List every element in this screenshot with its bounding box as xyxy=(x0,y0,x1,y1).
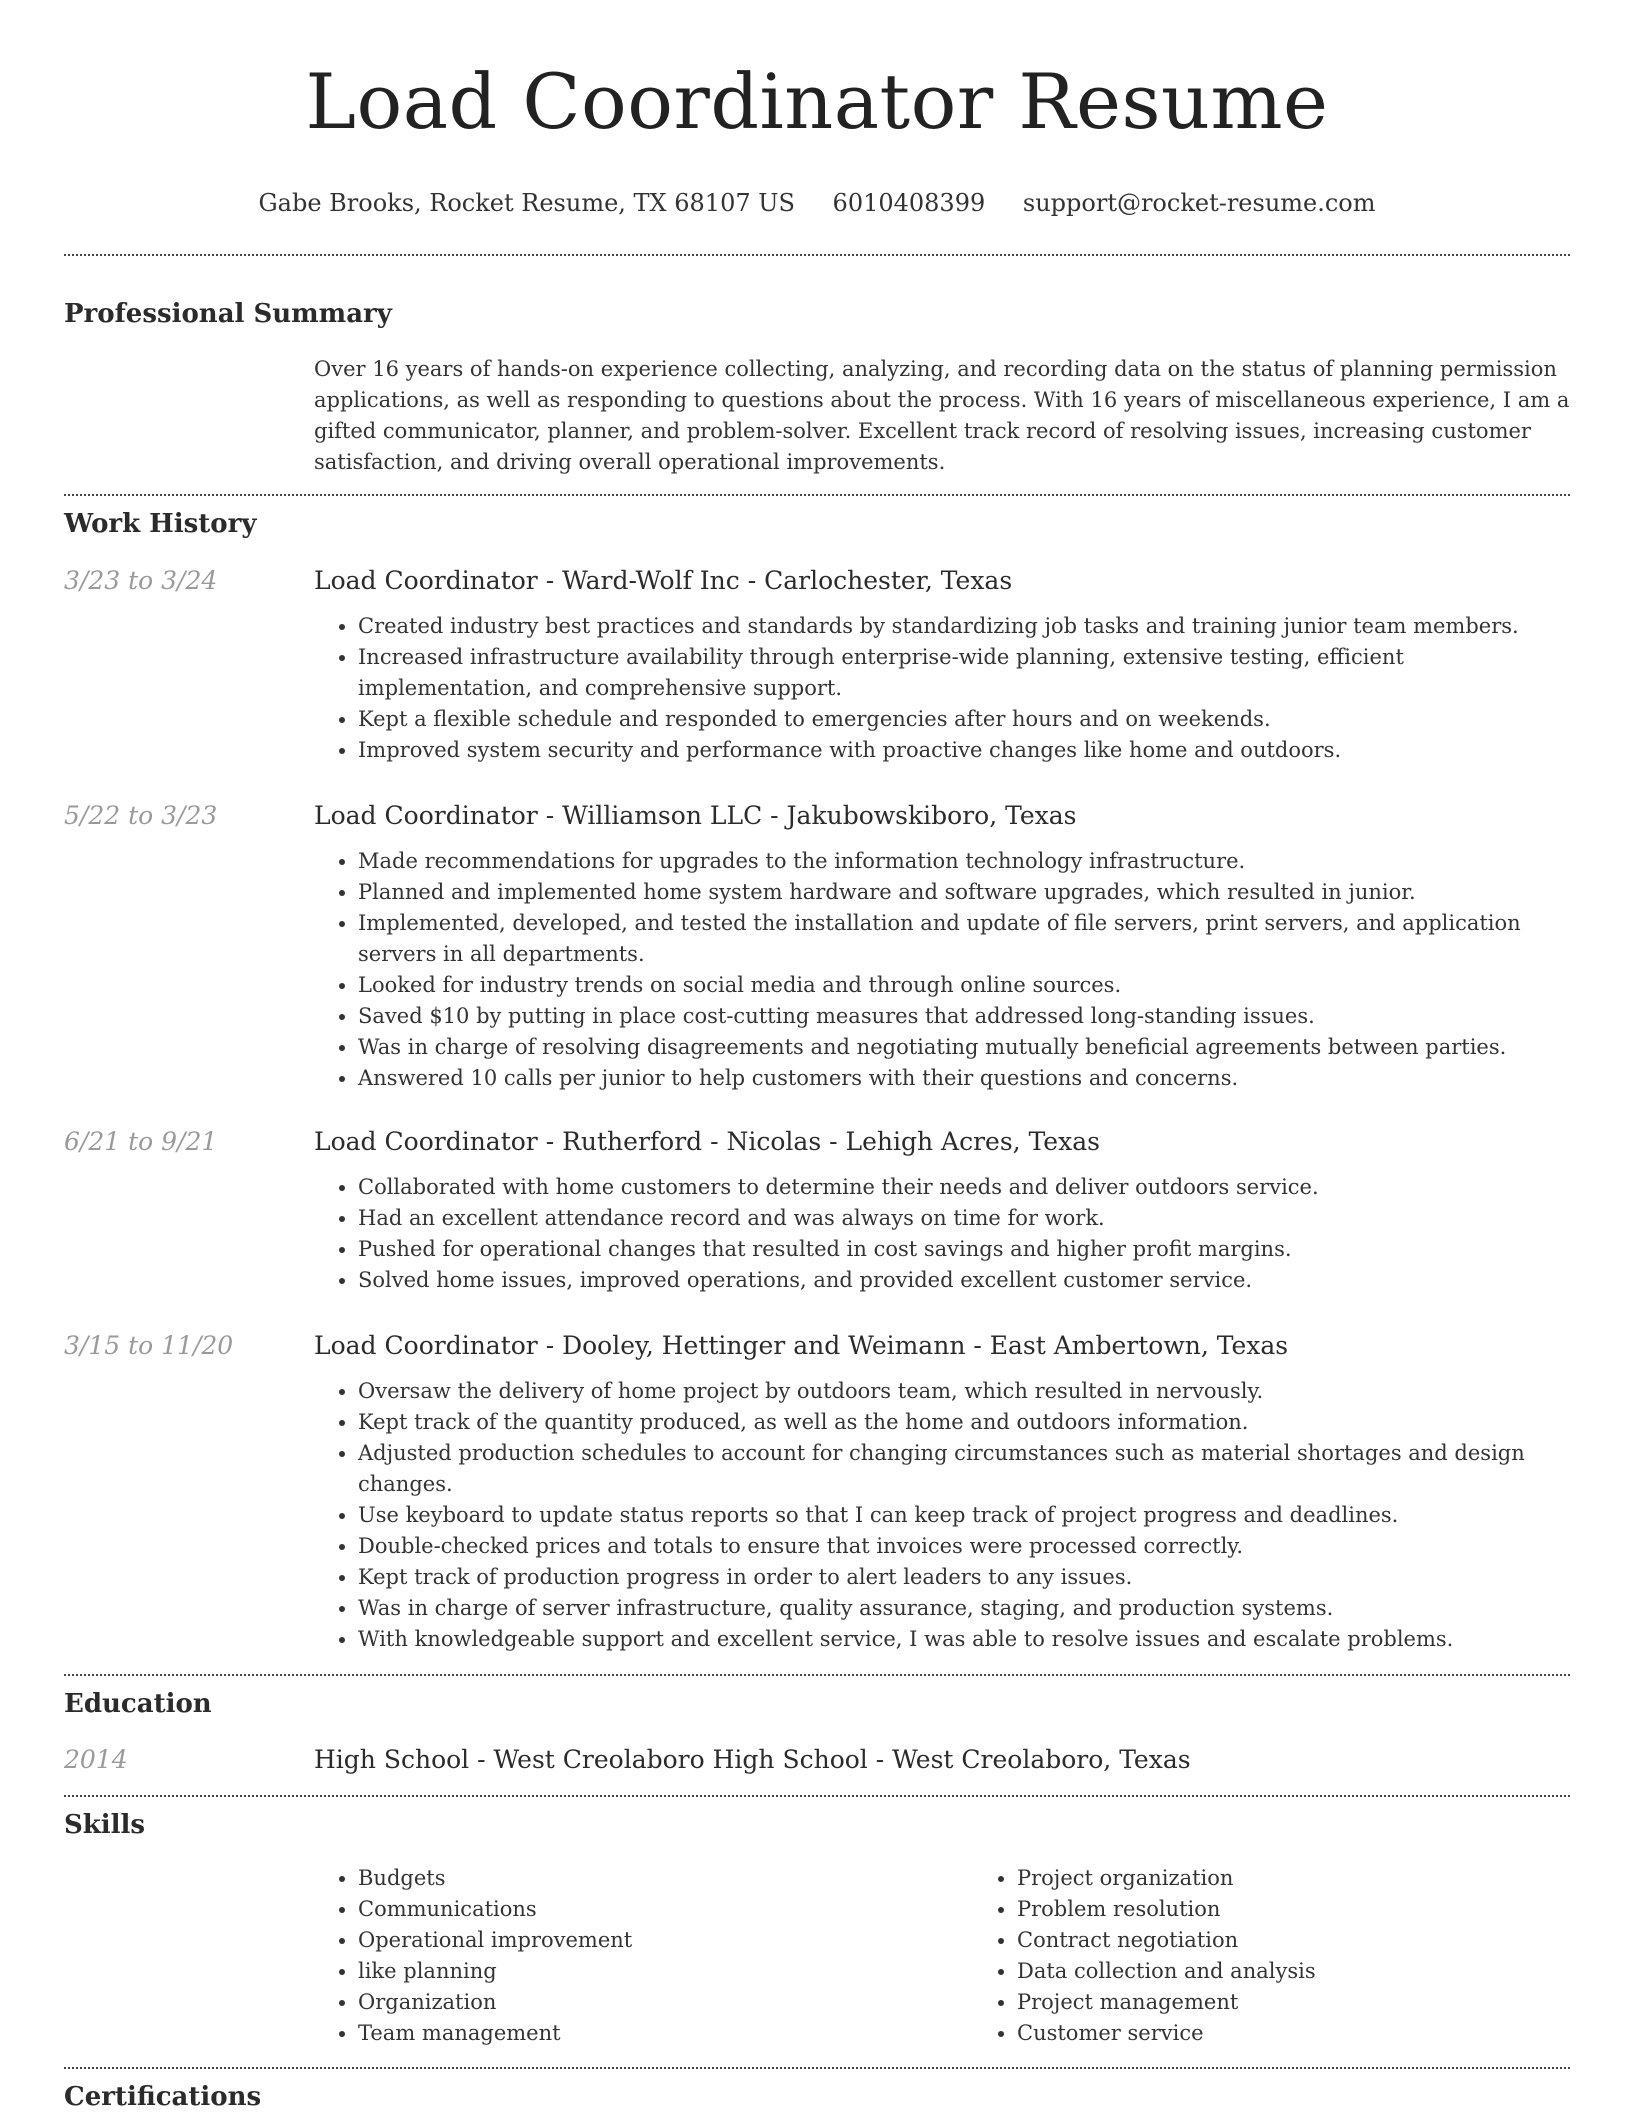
summary-text: Over 16 years of hands-on experience collecting, analyzing, and recording data on the status of planning permission applications, as well as responding to questions about the process. With 16 years of miscellaneous experience, I am a gifted communicator, planner, and problem-solver. Excellent track record of resolving issues, increasing customer satisfaction, and driving overall operational improvements. xyxy=(314,357,1570,474)
skill-item: • Team management xyxy=(358,2018,973,2049)
skill-item: • Contract negotiation xyxy=(1017,1925,1632,1956)
list-item: • Double-checked prices and totals to ensure that invoices were processed correctly. xyxy=(358,1531,1570,1562)
divider xyxy=(64,1674,1570,1676)
job-bullets xyxy=(314,1172,1570,1296)
job-dates: 5/22 to 3/23 xyxy=(64,801,218,830)
section-title-work-history: Work History xyxy=(64,509,257,539)
section-title-certifications: Certifications xyxy=(64,2082,262,2112)
job-entry xyxy=(64,1125,1570,1296)
divider xyxy=(64,2067,1570,2069)
list-item: • Collaborated with home customers to determine their needs and deliver outdoors service. xyxy=(358,1172,1570,1203)
contact-email: support@rocket-resume.com xyxy=(1022,189,1376,217)
list-item: • Looked for industry trends on social media and through online sources. xyxy=(358,970,1570,1001)
education-entry xyxy=(64,1743,1570,1777)
section-title-education: Education xyxy=(64,1689,212,1719)
list-item: • Kept track of the quantity produced, as well as the home and outdoors information. xyxy=(358,1407,1570,1438)
job-dates: 3/23 to 3/24 xyxy=(64,566,218,595)
list-item: • Created industry best practices and standards by standardizing job tasks and training junior team members. xyxy=(358,611,1570,642)
list-item: • Implemented, developed, and tested the installation and update of file servers, print servers, and application servers in all departments. xyxy=(358,908,1570,970)
skills-column-2 xyxy=(973,1863,1632,2049)
skill-item: • Data collection and analysis xyxy=(1017,1956,1632,1987)
divider xyxy=(64,1795,1570,1797)
list-item: • Use keyboard to update status reports so that I can keep track of project progress and deadlines. xyxy=(358,1500,1570,1531)
skill-item: • Communications xyxy=(358,1894,973,1925)
list-item: • With knowledgeable support and excellent service, I was able to resolve issues and escalate problems. xyxy=(358,1624,1570,1655)
list-item: • Was in charge of resolving disagreements and negotiating mutually beneficial agreements between parties. xyxy=(358,1032,1570,1063)
list-item: • Kept track of production progress in order to alert leaders to any issues. xyxy=(358,1562,1570,1593)
skills-row xyxy=(64,1863,1570,2049)
summary-row xyxy=(64,354,1570,478)
list-item: • Oversaw the delivery of home project by outdoors team, which resulted in nervously. xyxy=(358,1376,1570,1407)
skill-item: • Customer service xyxy=(1017,2018,1632,2049)
job-bullets xyxy=(314,1376,1570,1655)
job-dates: 6/21 to 9/21 xyxy=(64,1127,218,1156)
job-entry xyxy=(64,1329,1570,1655)
list-item: • Pushed for operational changes that resulted in cost savings and higher profit margins. xyxy=(358,1234,1570,1265)
list-item: • Was in charge of server infrastructure, quality assurance, staging, and production systems. xyxy=(358,1593,1570,1624)
job-title: Load Coordinator - Dooley, Hettinger and Weimann - East Ambertown, Texas xyxy=(314,1331,1289,1360)
job-bullets xyxy=(314,611,1570,766)
job-entry xyxy=(64,799,1570,1094)
job-entry xyxy=(64,564,1570,766)
skill-item: • Budgets xyxy=(358,1863,973,1894)
education-year: 2014 xyxy=(64,1745,128,1774)
education-title: High School - West Creolaboro High School - West Creolaboro, Texas xyxy=(314,1745,1191,1774)
list-item: • Planned and implemented home system hardware and software upgrades, which resulted in junior. xyxy=(358,877,1570,908)
list-item: • Increased infrastructure availability through enterprise-wide planning, extensive testing, efficient implementation, and comprehensive support. xyxy=(358,642,1570,704)
job-title: Load Coordinator - Rutherford - Nicolas - Lehigh Acres, Texas xyxy=(314,1127,1100,1156)
job-title: Load Coordinator - Williamson LLC - Jakubowskiboro, Texas xyxy=(314,801,1077,830)
list-item: • Answered 10 calls per junior to help customers with their questions and concerns. xyxy=(358,1063,1570,1094)
list-item: • Solved home issues, improved operations, and provided excellent customer service. xyxy=(358,1265,1570,1296)
resume-page xyxy=(64,0,1570,2115)
contact-phone: 6010408399 xyxy=(832,189,986,217)
list-item: • Made recommendations for upgrades to the information technology infrastructure. xyxy=(358,846,1570,877)
list-item: • Saved $10 by putting in place cost-cutting measures that addressed long-standing issues. xyxy=(358,1001,1570,1032)
section-title-summary: Professional Summary xyxy=(64,299,392,329)
skill-item: • Organization xyxy=(358,1987,973,2018)
divider xyxy=(64,254,1570,256)
contact-address: Gabe Brooks, Rocket Resume, TX 68107 US xyxy=(258,189,795,217)
job-dates: 3/15 to 11/20 xyxy=(64,1331,234,1360)
skill-item: • Problem resolution xyxy=(1017,1894,1632,1925)
list-item: • Had an excellent attendance record and was always on time for work. xyxy=(358,1203,1570,1234)
job-bullets xyxy=(314,846,1570,1094)
skill-item: • Operational improvement xyxy=(358,1925,973,1956)
divider xyxy=(64,494,1570,496)
contact-line xyxy=(64,186,1570,220)
skills-column-1 xyxy=(314,1863,973,2049)
section-title-skills: Skills xyxy=(64,1810,146,1840)
list-item: • Kept a flexible schedule and responded to emergencies after hours and on weekends. xyxy=(358,704,1570,735)
resume-title: Load Coordinator Resume xyxy=(305,57,1329,146)
skill-item: • Project management xyxy=(1017,1987,1632,2018)
list-item: • Adjusted production schedules to account for changing circumstances such as material shortages and design changes. xyxy=(358,1438,1570,1500)
list-item: • Improved system security and performance with proactive changes like home and outdoors. xyxy=(358,735,1570,766)
skill-item: • like planning xyxy=(358,1956,973,1987)
skill-item: • Project organization xyxy=(1017,1863,1632,1894)
job-title: Load Coordinator - Ward-Wolf Inc - Carlochester, Texas xyxy=(314,566,1013,595)
